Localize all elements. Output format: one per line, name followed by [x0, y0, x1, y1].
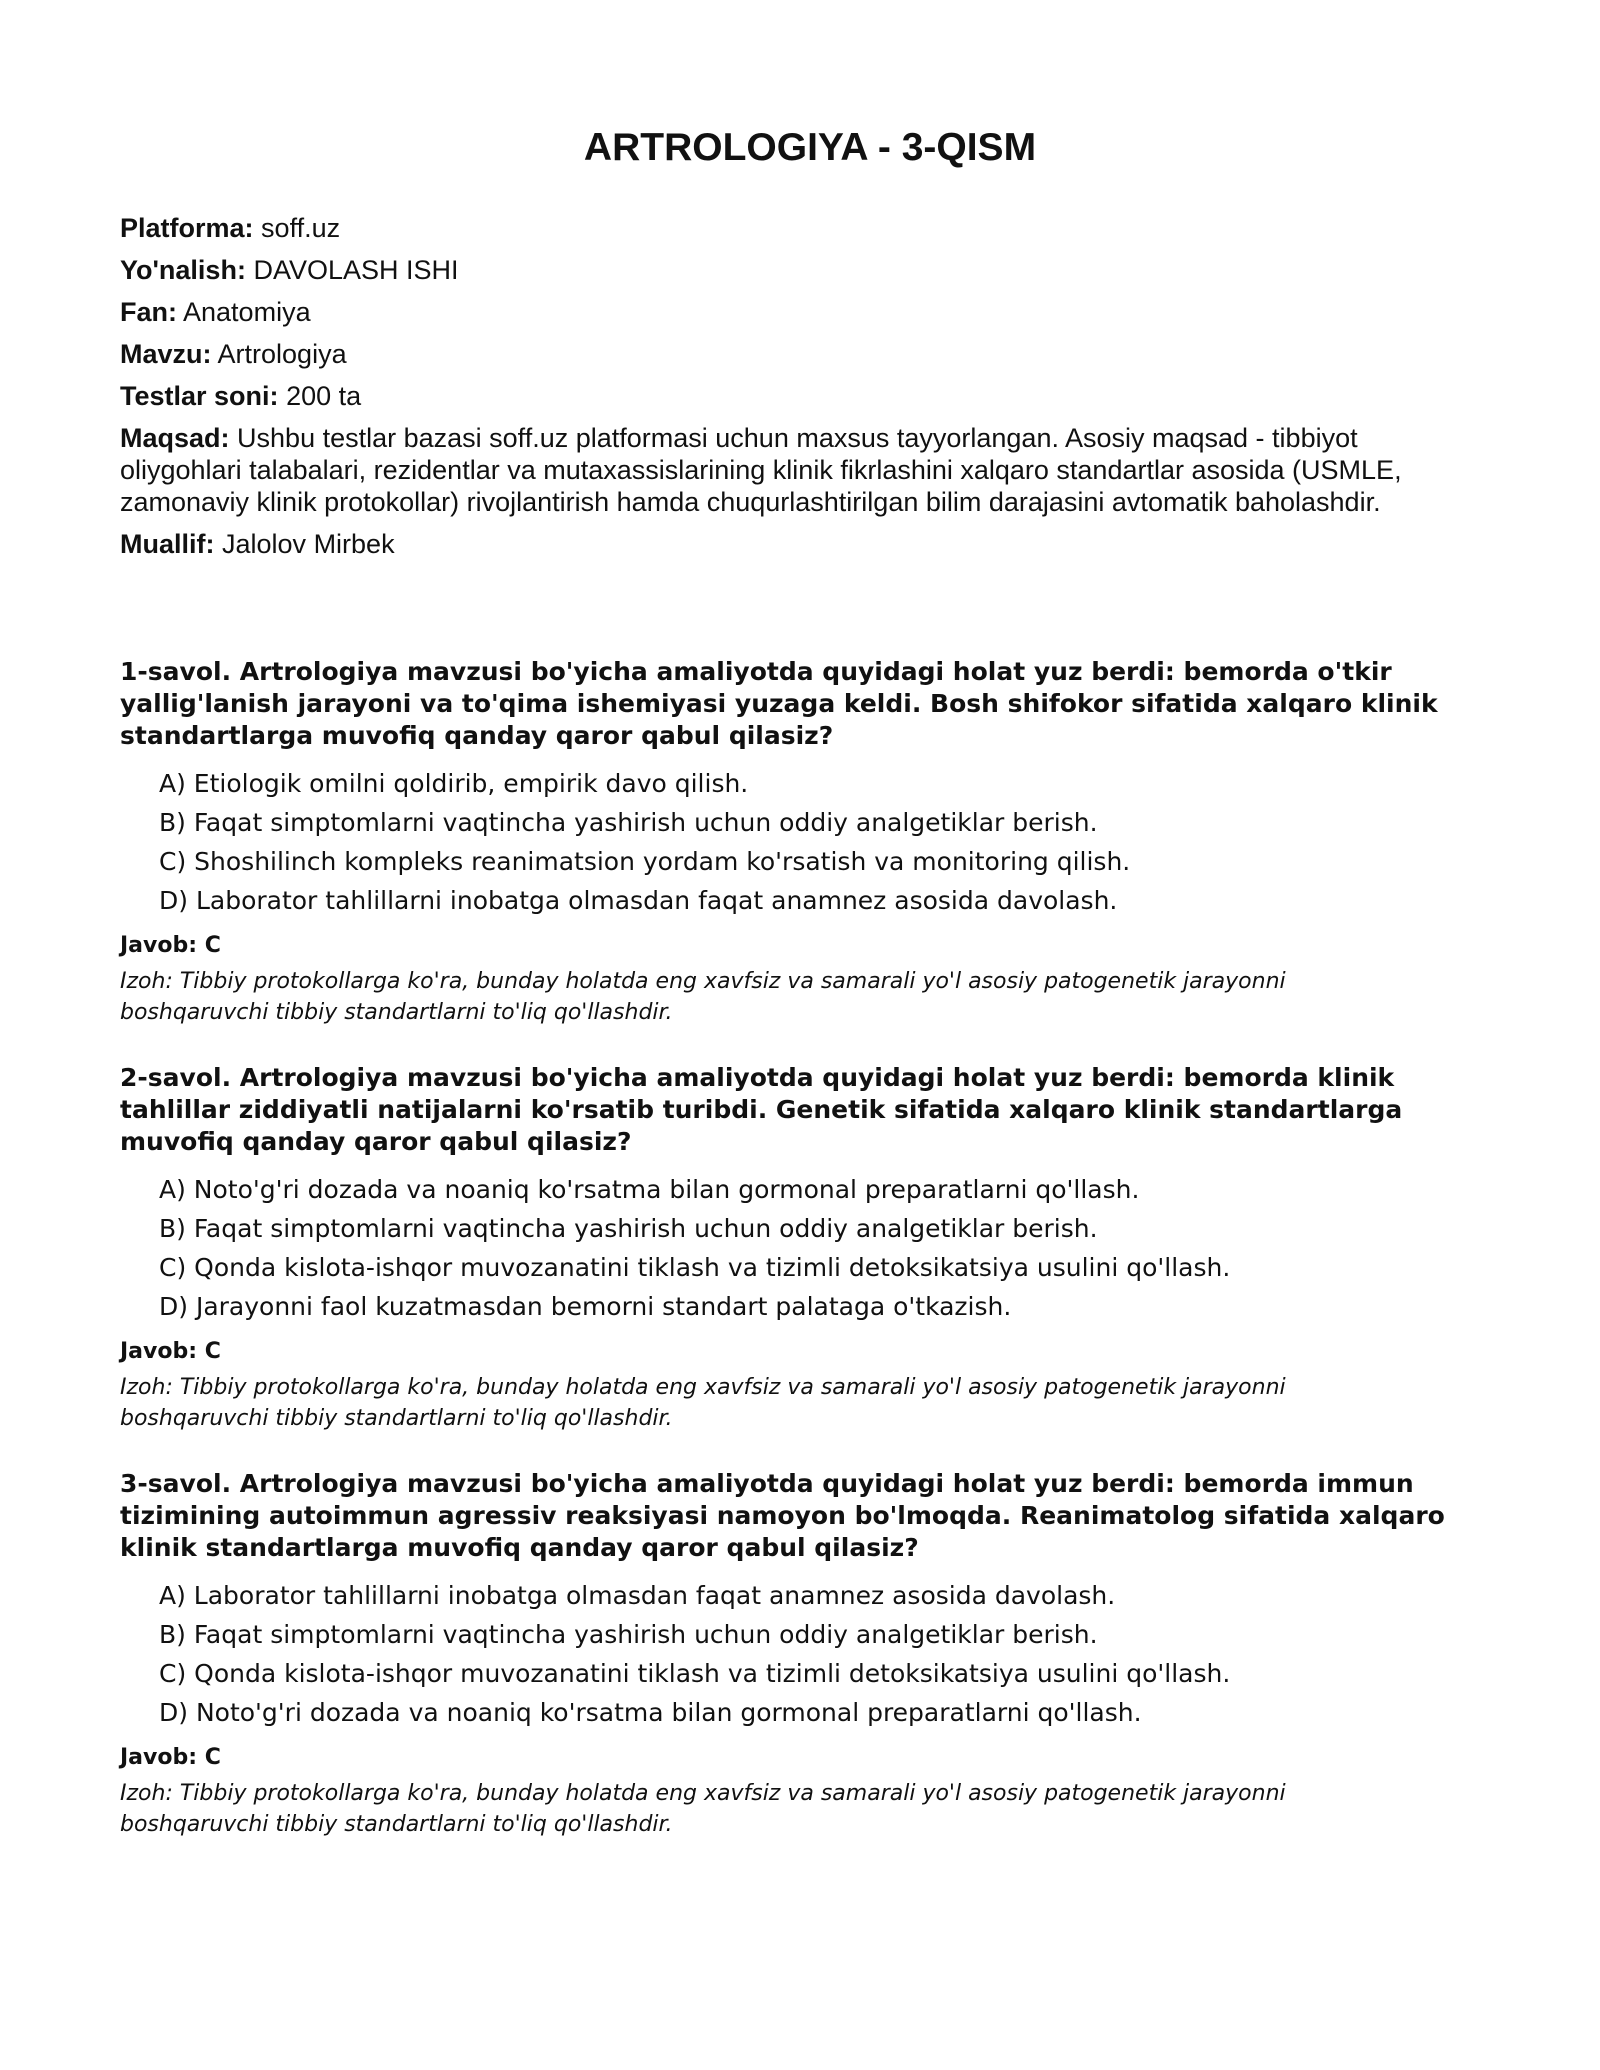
- meta-key: Fan:: [120, 297, 177, 327]
- explanation-text: Izoh: Tibbiy protokollarga ko'ra, bunday holatda eng xavfsiz va samarali yo'l asosiy patogenetik jarayonni boshqaruvchi tibbiy standartlarni to'liq qo'llashdir.: [120, 969, 1286, 1025]
- document-title: ARTROLOGIYA - 3-QISM: [583, 126, 1037, 169]
- meta-key: Maqsad:: [120, 423, 230, 453]
- meta-topic: [120, 338, 1500, 370]
- meta-key: Mavzu:: [120, 339, 212, 369]
- option-b: B) Faqat simptomlarni vaqtincha yashirish uchun oddiy analgetiklar berish.: [159, 1214, 1098, 1243]
- section-spacer: [120, 570, 1500, 656]
- option-c: C) Qonda kislota-ishqor muvozanatini tiklash va tizimli detoksikatsiya usulini qo'llash.: [159, 1659, 1231, 1688]
- option-d: D) Laborator tahlillarni inobatga olmasdan faqat anamnez asosida davolash.: [159, 886, 1118, 915]
- meta-value: DAVOLASH ISHI: [253, 255, 459, 285]
- meta-test-count: [120, 380, 1500, 412]
- meta-value: 200 ta: [286, 381, 362, 411]
- explanation-text: Izoh: Tibbiy protokollarga ko'ra, bunday holatda eng xavfsiz va samarali yo'l asosiy patogenetik jarayonni boshqaruvchi tibbiy standartlarni to'liq qo'llashdir.: [120, 1375, 1286, 1431]
- meta-key: Yo'nalish:: [120, 255, 246, 285]
- option-a: A) Noto'g'ri dozada va noaniq ko'rsatma bilan gormonal preparatlarni qo'llash.: [159, 1175, 1140, 1204]
- answer-label: Javob: C: [120, 1745, 221, 1770]
- meta-key: Testlar soni:: [120, 381, 279, 411]
- option-c: C) Qonda kislota-ishqor muvozanatini tiklash va tizimli detoksikatsiya usulini qo'llash.: [159, 1253, 1231, 1282]
- option-a: A) Laborator tahlillarni inobatga olmasdan faqat anamnez asosida davolash.: [159, 1581, 1116, 1610]
- meta-author: [120, 528, 1500, 560]
- explanation-text: Izoh: Tibbiy protokollarga ko'ra, bunday holatda eng xavfsiz va samarali yo'l asosiy patogenetik jarayonni boshqaruvchi tibbiy standartlarni to'liq qo'llashdir.: [120, 1781, 1286, 1837]
- options-list: [120, 1170, 1500, 1326]
- option-b: B) Faqat simptomlarni vaqtincha yashirish uchun oddiy analgetiklar berish.: [159, 1620, 1098, 1649]
- option-c: C) Shoshilinch kompleks reanimatsion yordam ko'rsatish va monitoring qilish.: [159, 847, 1131, 876]
- meta-value: Artrologiya: [217, 339, 347, 369]
- meta-value: soff.uz: [261, 213, 341, 243]
- meta-goal: [120, 422, 1460, 518]
- meta-value: Jalolov Mirbek: [222, 529, 395, 559]
- document-page: [120, 118, 1500, 1874]
- question-block: [120, 656, 1500, 1028]
- metadata-section: [120, 212, 1500, 560]
- option-b: B) Faqat simptomlarni vaqtincha yashirish uchun oddiy analgetiklar berish.: [159, 808, 1098, 837]
- question-block: [120, 1468, 1500, 1840]
- answer-label: Javob: C: [120, 1339, 221, 1364]
- question-text: 1-savol. Artrologiya mavzusi bo'yicha amaliyotda quyidagi holat yuz berdi: bemorda o'tkir yallig'lanish jarayoni va to'qima ishemiyasi yuzaga keldi. Bosh shifokor sifatida xalqaro klinik standartlarga muvofiq qanday qaror qabul qilasiz?: [120, 657, 1438, 750]
- question-text: 3-savol. Artrologiya mavzusi bo'yicha amaliyotda quyidagi holat yuz berdi: bemorda immun tizimining autoimmun agressiv reaksiyasi namoyon bo'lmoqda. Reanimatolog sifatida xalqaro klinik standartlarga muvofiq qanday qaror qabul qilasiz?: [120, 1469, 1445, 1562]
- meta-key: Platforma:: [120, 213, 254, 243]
- meta-direction: [120, 254, 1500, 286]
- option-d: D) Noto'g'ri dozada va noaniq ko'rsatma bilan gormonal preparatlarni qo'llash.: [159, 1698, 1142, 1727]
- option-a: A) Etiologik omilni qoldirib, empirik davo qilish.: [159, 769, 749, 798]
- question-block: [120, 1062, 1500, 1434]
- meta-key: Muallif:: [120, 529, 215, 559]
- question-text: 2-savol. Artrologiya mavzusi bo'yicha amaliyotda quyidagi holat yuz berdi: bemorda klinik tahlillar ziddiyatli natijalarni ko'rsatib turibdi. Genetik sifatida xalqaro klinik standartlarga muvofiq qanday qaror qabul qilasiz?: [120, 1063, 1403, 1156]
- meta-value: Anatomiya: [183, 297, 311, 327]
- options-list: [120, 1576, 1500, 1732]
- option-d: D) Jarayonni faol kuzatmasdan bemorni standart palataga o'tkazish.: [159, 1292, 1012, 1321]
- meta-subject: [120, 296, 1500, 328]
- meta-platform: [120, 212, 1500, 244]
- options-list: [120, 764, 1500, 920]
- answer-label: Javob: C: [120, 933, 221, 958]
- meta-value: Ushbu testlar bazasi soff.uz platformasi uchun maxsus tayyorlangan. Asosiy maqsad - tibbiyot oliygohlari talabalari, rezidentlar va mutaxassislarining klinik fikrlashini xalqaro standartlar asosida (USMLE, zamonaviy klinik protokollar) rivojlantirish hamda chuqurlashtirilgan bilim darajasini avtomatik baholashdir.: [120, 423, 1402, 517]
